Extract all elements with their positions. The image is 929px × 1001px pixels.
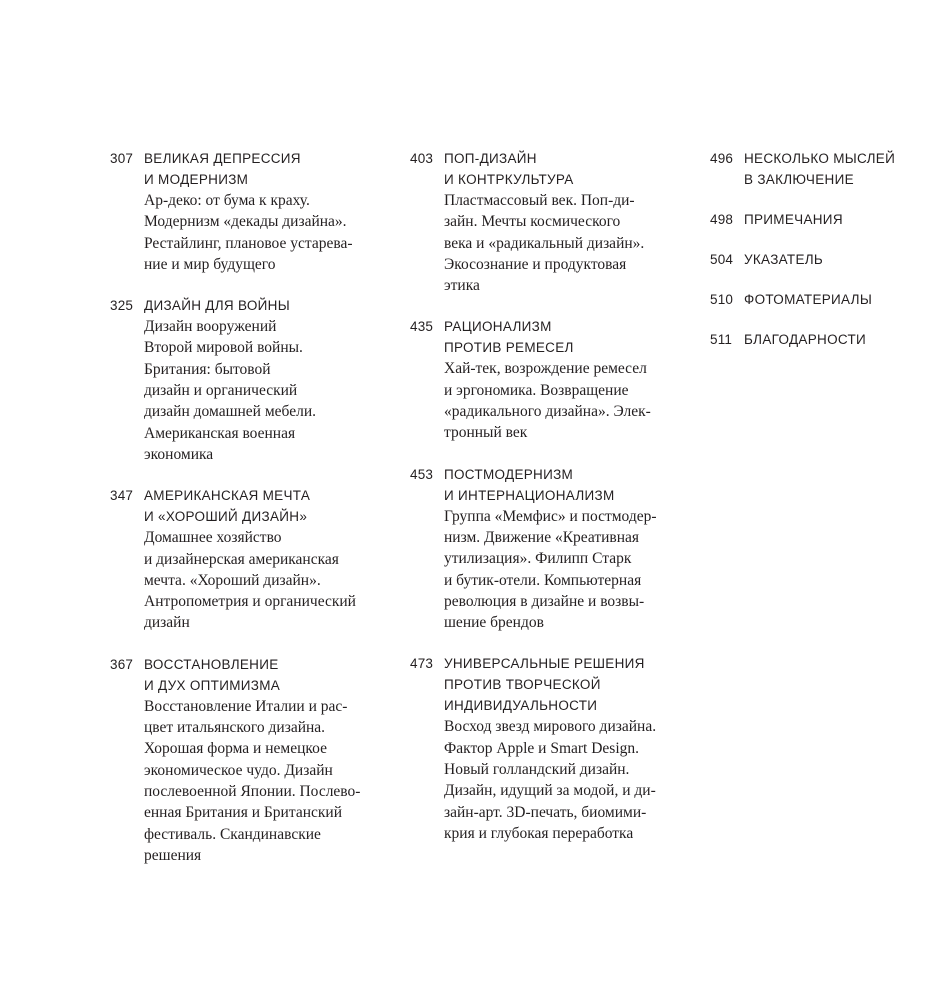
toc-entry-heading [110, 485, 410, 527]
chapter-title-line: ФОТОМАТЕРИАЛЫ [744, 292, 873, 307]
chapter-description-line: Экосознание и продуктовая [444, 255, 627, 273]
chapter-description-line: и эргономика. Возвращение [444, 381, 629, 399]
chapter-title-line: ПРОТИВ ТВОРЧЕСКОЙ [444, 677, 601, 693]
chapter-title [444, 653, 645, 716]
chapter-title-line: И ИНТЕРНАЦИОНАЛИЗМ [444, 487, 615, 503]
chapter-description [144, 696, 410, 866]
page-number: 496 [710, 151, 734, 166]
chapter-description [444, 190, 705, 296]
chapter-description-line: ние и мир будущего [144, 255, 276, 273]
toc-entry [710, 289, 920, 310]
chapter-description [144, 527, 410, 633]
chapter-description-line: послевоенной Японии. Послево- [144, 782, 361, 800]
chapter-title-line: ПРИМЕЧАНИЯ [744, 212, 843, 227]
chapter-title-line: И КОНТРКУЛЬТУРА [444, 172, 574, 187]
chapter-description-line: экономическое чудо. Дизайн [144, 761, 333, 779]
chapter-title-line: ДИЗАЙН ДЛЯ ВОЙНЫ [144, 298, 290, 314]
chapter-title-line: И «ХОРОШИЙ ДИЗАЙН» [144, 509, 308, 525]
toc-entry [110, 148, 410, 275]
toc-entry-heading [710, 249, 920, 270]
chapter-description-line: Новый голландский дизайн. [444, 761, 630, 779]
chapter-description-line: Ар-деко: от бума к краху. [144, 192, 310, 209]
chapter-description-line: Хай-тек, возрождение ремесел [444, 360, 647, 378]
page-number: 510 [710, 292, 734, 307]
chapter-description-line: зайн-арт. 3D-печать, биомими- [444, 803, 647, 821]
chapter-title-line: УНИВЕРСАЛЬНЫЕ РЕШЕНИЯ [444, 656, 645, 672]
chapter-title-line: АМЕРИКАНСКАЯ МЕЧТА [144, 488, 311, 504]
toc-entry-heading [410, 464, 705, 506]
chapter-title [144, 485, 310, 527]
chapter-title-line: УКАЗАТЕЛЬ [744, 252, 824, 267]
chapter-description-line: дизайн и органический [144, 382, 298, 400]
chapter-description-line: Восход звезд мирового дизайна. [444, 718, 657, 736]
chapter-title [144, 654, 280, 696]
chapter-title [144, 295, 290, 316]
chapter-description-line: и бутик-отели. Компьютерная [444, 571, 642, 589]
chapter-description-line: енная Британия и Британский [144, 804, 342, 822]
toc-entry [710, 148, 920, 190]
chapter-title-line: БЛАГОДАРНОСТИ [744, 332, 867, 347]
page-number: 325 [110, 298, 134, 314]
toc-entry-heading [710, 329, 920, 350]
chapter-description-line: Модернизм «декады дизайна». [144, 213, 347, 231]
toc-entry-heading [710, 209, 920, 230]
chapter-title-line: РАЦИОНАЛИЗМ [444, 319, 552, 335]
toc-entry-heading [410, 653, 705, 716]
toc-entry [410, 464, 705, 634]
chapter-description-line: Пластмассовый век. Поп-ди- [444, 192, 635, 209]
chapter-description-line: дизайн [144, 614, 190, 632]
page-number: 435 [410, 319, 434, 335]
chapter-title [444, 316, 574, 358]
page-number: 473 [410, 656, 434, 672]
page-number: 347 [110, 488, 134, 504]
chapter-description [144, 316, 410, 465]
chapter-title-line: В ЗАКЛЮЧЕНИЕ [744, 172, 854, 187]
chapter-title [744, 249, 823, 270]
chapter-title-line: ПОП-ДИЗАЙН [444, 151, 537, 166]
chapter-title [444, 464, 615, 506]
chapter-description-line: революция в дизайне и возвы- [444, 592, 645, 610]
toc-column-1 [110, 148, 410, 886]
chapter-description [444, 716, 705, 844]
chapter-description-line: крия и глубокая переработка [444, 824, 634, 842]
chapter-title-line: ВЕЛИКАЯ ДЕПРЕССИЯ [144, 151, 301, 166]
chapter-description-line: тронный век [444, 424, 528, 442]
page-number: 307 [110, 151, 134, 166]
toc-entry [410, 316, 705, 443]
chapter-description-line: экономика [144, 445, 214, 463]
toc-entry-heading [110, 295, 410, 316]
chapter-description [444, 358, 705, 443]
chapter-description-line: этика [444, 277, 480, 295]
chapter-description-line: низм. Движение «Креативная [444, 528, 640, 546]
chapter-description-line: и дизайнерская американская [144, 550, 339, 568]
chapter-description-line: мечта. «Хороший дизайн». [144, 571, 321, 589]
chapter-description-line: века и «радикальный дизайн». [444, 234, 645, 252]
chapter-description-line: зайн. Мечты космического [444, 213, 621, 231]
chapter-description-line: Восстановление Италии и рас- [144, 697, 348, 715]
chapter-description-line: шение брендов [444, 614, 544, 632]
chapter-description-line: Дизайн вооружений [144, 318, 277, 336]
toc-entry-heading [410, 148, 705, 190]
page-number: 504 [710, 252, 734, 267]
chapter-title-line: НЕСКОЛЬКО МЫСЛЕЙ [744, 151, 896, 166]
chapter-description-line: Рестайлинг, плановое устарева- [144, 234, 353, 252]
chapter-description-line: утилизация». Филипп Старк [444, 550, 632, 568]
chapter-title [144, 148, 301, 190]
chapter-title-line: И ДУХ ОПТИМИЗМА [144, 677, 281, 693]
toc-entry [710, 249, 920, 270]
page-number: 403 [410, 151, 434, 166]
chapter-description-line: дизайн домашней мебели. [144, 403, 317, 421]
chapter-description-line: решения [144, 846, 202, 864]
chapter-title-line: ПРОТИВ РЕМЕСЕЛ [444, 340, 574, 356]
chapter-description-line: Хорошая форма и немецкое [144, 740, 327, 758]
toc-entry [110, 485, 410, 633]
chapter-description [144, 190, 410, 275]
chapter-description-line: фестиваль. Скандинавские [144, 825, 321, 843]
toc-entry [110, 654, 410, 866]
chapter-title [744, 209, 843, 230]
chapter-description-line: Второй мировой войны. [144, 339, 303, 357]
chapter-description-line: Антропометрия и органический [144, 593, 356, 611]
chapter-description-line: «радикального дизайна». Элек- [444, 403, 651, 421]
chapter-description-line: цвет итальянского дизайна. [144, 719, 326, 737]
chapter-title [744, 329, 866, 350]
toc-entry [410, 148, 705, 296]
toc-entry-heading [710, 289, 920, 310]
chapter-description-line: Американская военная [144, 424, 296, 442]
toc-entry-heading [110, 148, 410, 190]
chapter-description-line: Британия: бытовой [144, 360, 271, 378]
chapter-title [744, 148, 895, 190]
toc-entry [410, 653, 705, 844]
chapter-description-line: Домашнее хозяйство [144, 529, 282, 547]
chapter-title-line: ВОССТАНОВЛЕНИЕ [144, 656, 279, 672]
chapter-title [744, 289, 872, 310]
chapter-title-line: ИНДИВИДУАЛЬНОСТИ [444, 698, 598, 714]
chapter-description-line: Фактор Apple и Smart Design. [444, 739, 640, 757]
chapter-title-line: И МОДЕРНИЗМ [144, 172, 249, 187]
chapter-description-line: Дизайн, идущий за модой, и ди- [444, 782, 656, 800]
toc-entry [110, 295, 410, 465]
chapter-title-line: ПОСТМОДЕРНИЗМ [444, 466, 574, 482]
page-number: 367 [110, 656, 134, 672]
toc-entry-heading [710, 148, 920, 190]
chapter-description [444, 506, 705, 634]
toc-column-3 [710, 148, 920, 369]
toc-entry [710, 329, 920, 350]
page-number: 453 [410, 466, 434, 482]
chapter-title [444, 148, 574, 190]
toc-column-2 [410, 148, 705, 864]
toc-entry-heading [110, 654, 410, 696]
toc-entry-heading [410, 316, 705, 358]
page-number: 511 [710, 332, 733, 347]
page-number: 498 [710, 212, 734, 227]
chapter-description-line: Группа «Мемфис» и постмодер- [444, 507, 657, 525]
toc-entry [710, 209, 920, 230]
